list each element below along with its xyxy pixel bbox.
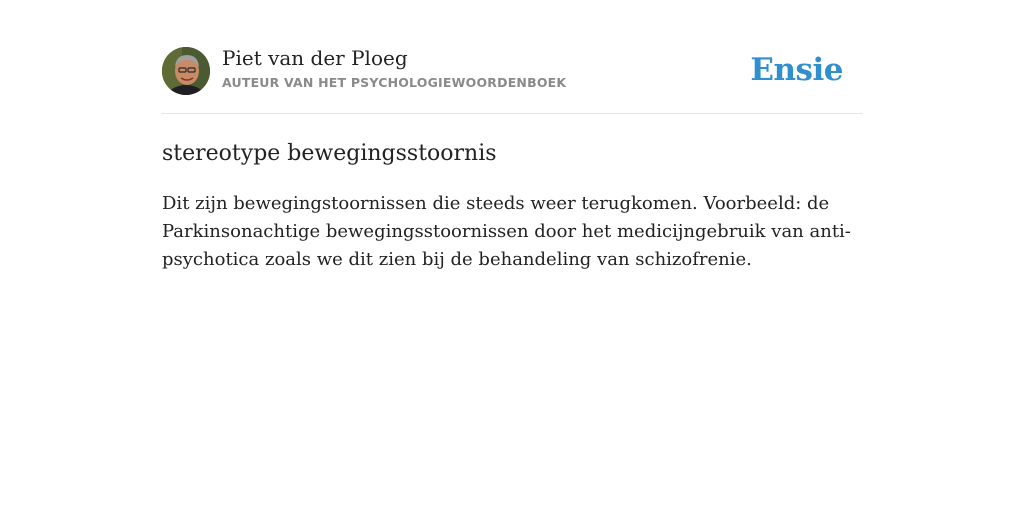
entry-card [162,46,862,274]
entry-term: stereotype bewegingsstoornis [162,141,497,166]
avatar-portrait-icon [162,47,210,95]
author-avatar[interactable] [162,47,210,95]
author-header [162,46,862,114]
author-role: AUTEUR VAN HET PSYCHOLOGIEWOORDENBOEK [222,75,567,90]
brand-logo[interactable]: Ensie [750,52,843,88]
author-name[interactable]: Piet van der Ploeg [222,46,408,70]
entry-definition: Dit zijn bewegingstoornissen die steeds weer terugkomen. Voorbeeld: de Parkinsonachtige bewegingsstoornissen door het medicijngebruik van anti-psychotica zoals we dit zien bij de behandeling van schizofrenie. [162,193,851,270]
